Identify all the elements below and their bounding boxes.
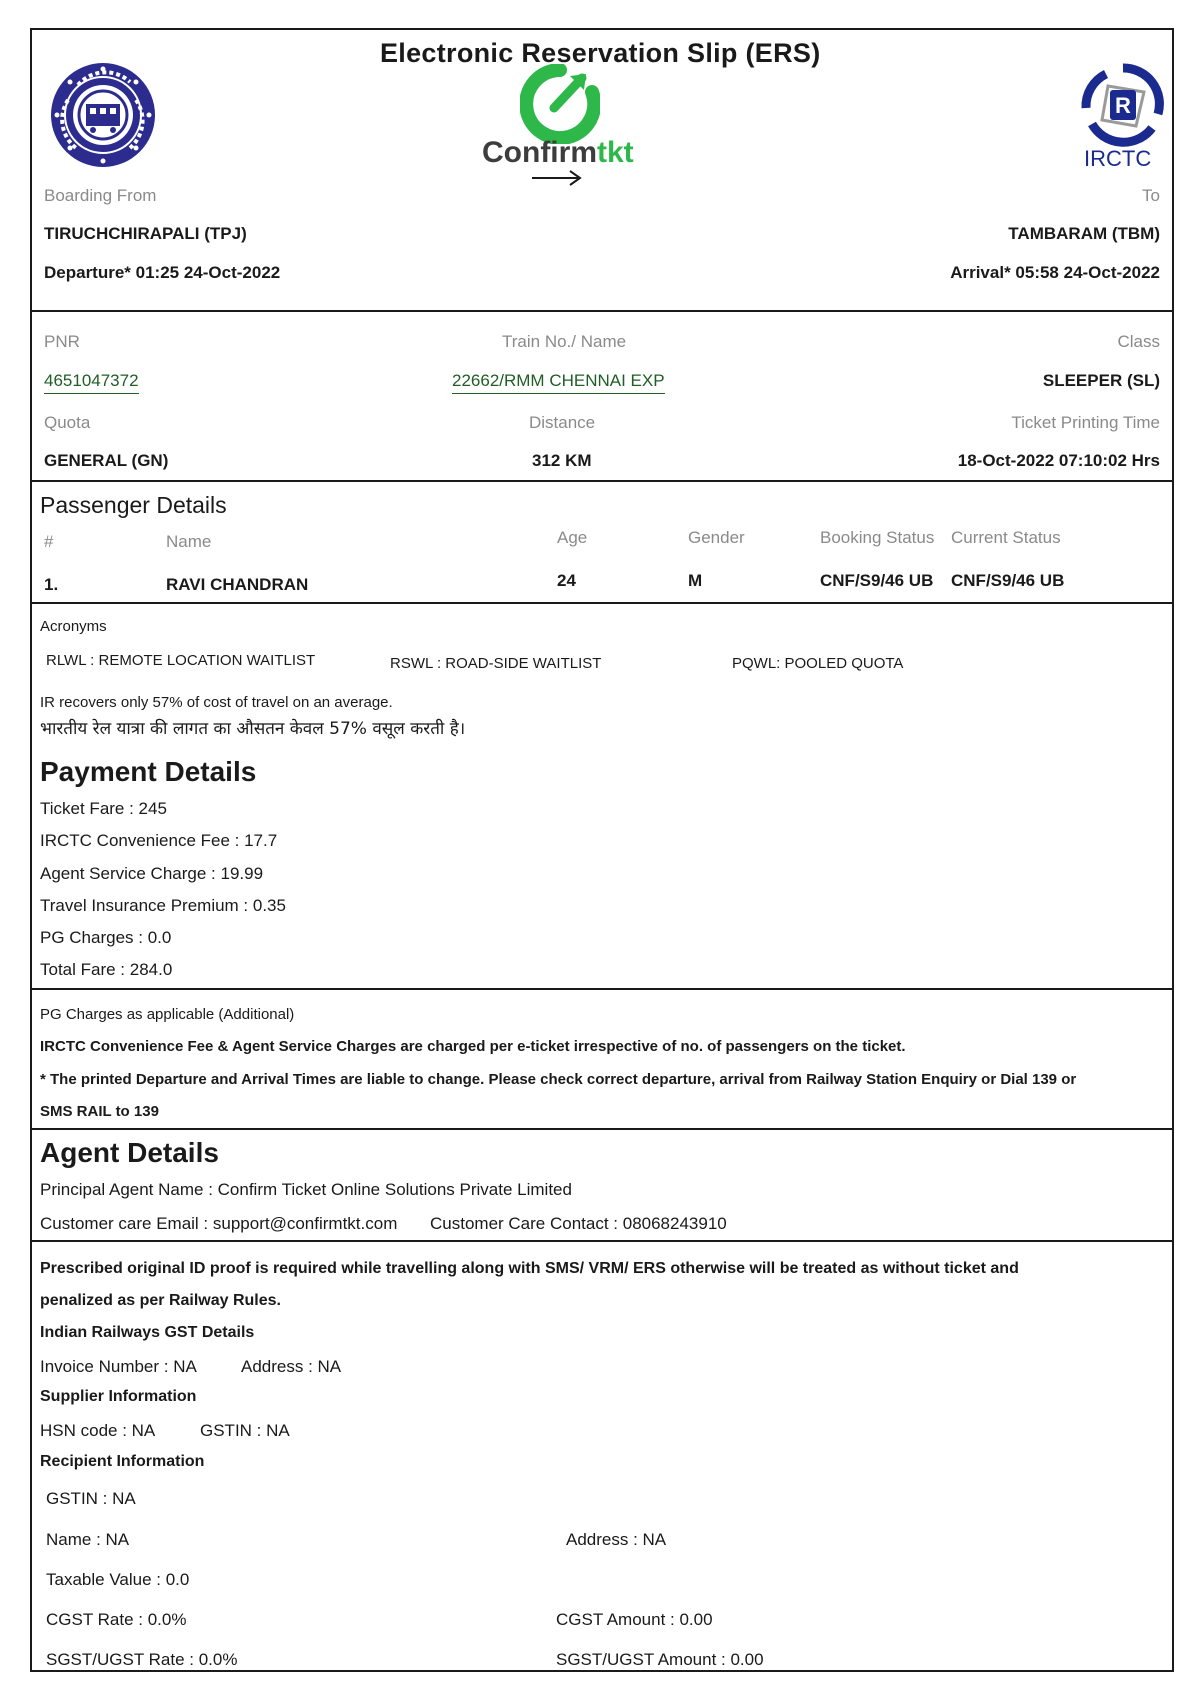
id-proof-note-line2: penalized as per Railway Rules. xyxy=(40,1292,281,1309)
col-current-header: Current Status xyxy=(951,528,1061,547)
class-value: SLEEPER (SL) xyxy=(1042,371,1160,390)
distance-value: 312 KM xyxy=(532,451,592,470)
total-fare: Total Fare : 284.0 xyxy=(40,960,173,979)
fee-note: IRCTC Convenience Fee & Agent Service Charges are charged per e-ticket irrespective of no. of passengers on the ticket. xyxy=(40,1038,906,1055)
distance-label: Distance xyxy=(529,413,596,432)
ers-document xyxy=(30,28,1174,1672)
customer-care-email: Customer care Email : support@confirmtkt.com xyxy=(40,1214,398,1233)
print-time-value: 18-Oct-2022 07:10:02 Hrs xyxy=(957,451,1160,470)
divider xyxy=(32,310,1172,312)
sgst-amount: SGST/UGST Amount : 0.00 xyxy=(556,1650,764,1669)
convenience-fee: IRCTC Convenience Fee : 17.7 xyxy=(40,831,278,850)
recipient-name: Name : NA xyxy=(46,1530,130,1549)
agent-service-charge: Agent Service Charge : 19.99 xyxy=(40,864,264,883)
agent-details-heading: Agent Details xyxy=(40,1137,219,1168)
confirmtkt-emblem-icon xyxy=(520,64,600,144)
train-link[interactable]: 22662/RMM CHENNAI EXP xyxy=(452,371,665,394)
to-station: TAMBARAM (TBM) xyxy=(1008,224,1160,243)
pg-charges: PG Charges : 0.0 xyxy=(40,928,172,947)
boarding-from-label: Boarding From xyxy=(44,186,157,205)
col-name-header: Name xyxy=(166,532,212,551)
cost-recovery-note-en: IR recovers only 57% of cost of travel on an average. xyxy=(40,694,393,711)
from-station: TIRUCHCHIRAPALI (TPJ) xyxy=(44,224,247,243)
passenger-name: RAVI CHANDRAN xyxy=(166,575,309,594)
divider xyxy=(32,1128,1172,1130)
col-age-header: Age xyxy=(557,528,588,547)
divider xyxy=(32,602,1172,604)
to-label: To xyxy=(1142,186,1160,205)
quota-value: GENERAL (GN) xyxy=(44,451,169,470)
confirmtkt-logo-text-confirm: Confirm xyxy=(482,136,597,169)
divider xyxy=(32,1240,1172,1242)
passenger-current-status: CNF/S9/46 UB xyxy=(951,571,1065,590)
passenger-booking-status: CNF/S9/46 UB xyxy=(820,571,934,590)
document-title: Electronic Reservation Slip (ERS) xyxy=(380,38,821,68)
cgst-amount: CGST Amount : 0.00 xyxy=(556,1610,713,1629)
ticket-fare: Ticket Fare : 245 xyxy=(40,799,167,818)
quota-label: Quota xyxy=(44,413,91,432)
divider xyxy=(32,988,1172,990)
pnr-link[interactable]: 4651047372 xyxy=(44,371,139,394)
svg-text:R: R xyxy=(1115,93,1131,118)
supplier-info-heading: Supplier Information xyxy=(40,1388,197,1405)
passenger-gender: M xyxy=(688,571,703,590)
ir-address: Address : NA xyxy=(241,1357,342,1376)
ir-gst-heading: Indian Railways GST Details xyxy=(40,1324,255,1341)
acronym-rswl: RSWL : ROAD-SIDE WAITLIST xyxy=(390,655,602,672)
train-label: Train No./ Name xyxy=(502,332,627,351)
taxable-value: Taxable Value : 0.0 xyxy=(46,1570,190,1589)
print-time-label: Ticket Printing Time xyxy=(1011,413,1160,432)
col-booking-header: Booking Status xyxy=(820,528,935,547)
confirmtkt-logo-text-tkt: tkt xyxy=(597,136,634,169)
passenger-num: 1. xyxy=(44,575,59,594)
cost-recovery-note-hi: भारतीय रेल यात्रा की लागत का औसतन केवल 57% वसूल करती है। xyxy=(40,719,466,739)
indian-railways-logo xyxy=(48,60,158,175)
cgst-rate: CGST Rate : 0.0% xyxy=(46,1610,187,1629)
travel-insurance: Travel Insurance Premium : 0.35 xyxy=(40,896,286,915)
customer-care-contact: Customer Care Contact : 08068243910 xyxy=(430,1214,727,1233)
invoice-number: Invoice Number : NA xyxy=(40,1357,197,1376)
class-label: Class xyxy=(1117,332,1160,351)
arrival-time: Arrival* 05:58 24-Oct-2022 xyxy=(950,263,1160,282)
time-note-line2: SMS RAIL to 139 xyxy=(40,1103,159,1120)
acronym-rlwl: RLWL : REMOTE LOCATION WAITLIST xyxy=(46,652,316,669)
hsn-code: HSN code : NA xyxy=(40,1421,156,1440)
pg-note: PG Charges as applicable (Additional) xyxy=(40,1006,295,1023)
recipient-info-heading: Recipient Information xyxy=(40,1453,205,1470)
payment-details-heading: Payment Details xyxy=(40,756,257,787)
principal-agent-name: Principal Agent Name : Confirm Ticket Online Solutions Private Limited xyxy=(40,1180,572,1199)
id-proof-note-line1: Prescribed original ID proof is required while travelling along with SMS/ VRM/ ERS otherwise will be treated as without ticket and xyxy=(40,1260,1019,1277)
journey-arrow-icon xyxy=(530,168,584,193)
recipient-gstin: GSTIN : NA xyxy=(46,1489,136,1508)
divider xyxy=(32,480,1172,482)
indian-railways-emblem-icon xyxy=(48,60,158,170)
irctc-logo-text: IRCTC xyxy=(1084,146,1152,171)
departure-time: Departure* 01:25 24-Oct-2022 xyxy=(44,263,281,282)
recipient-address: Address : NA xyxy=(566,1530,667,1549)
sgst-rate: SGST/UGST Rate : 0.0% xyxy=(46,1650,238,1669)
irctc-emblem-icon xyxy=(1078,62,1168,148)
irctc-logo xyxy=(1078,62,1168,172)
col-gender-header: Gender xyxy=(688,528,745,547)
passenger-age: 24 xyxy=(557,571,576,590)
col-num-header: # xyxy=(44,532,54,551)
passenger-details-heading: Passenger Details xyxy=(40,492,227,518)
acronyms-heading: Acronyms xyxy=(40,618,107,635)
acronym-pqwl: PQWL: POOLED QUOTA xyxy=(732,655,904,672)
time-note-line1: * The printed Departure and Arrival Times are liable to change. Please check correct departure, arrival from Railway Station Enquiry or Dial 139 or xyxy=(40,1071,1077,1088)
pnr-label: PNR xyxy=(44,332,80,351)
supplier-gstin: GSTIN : NA xyxy=(200,1421,290,1440)
